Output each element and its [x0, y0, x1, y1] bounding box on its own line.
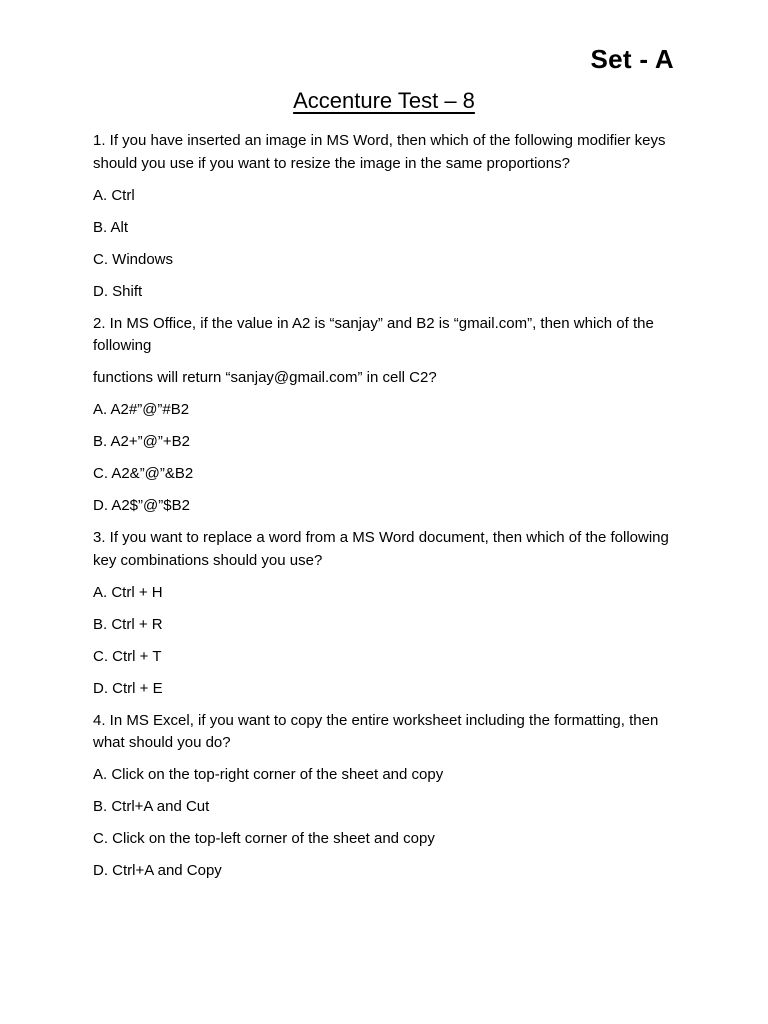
answer-option: B. Ctrl + R	[93, 615, 163, 633]
question-text-continued: functions will return “sanjay@gmail.com” in cell C2?	[93, 369, 437, 386]
answer-option: A. A2#”@”#B2	[93, 401, 190, 418]
answer-option: A. Click on the top-right corner of the sheet and copy	[93, 766, 444, 783]
question-text: 3. If you want to replace a word from a MS Word document, then which of the following key combinations should you use?	[93, 529, 669, 569]
question-text: 1. If you have inserted an image in MS Word, then which of the following modifier keys should you use if you want to resize the image in the same proportions?	[93, 132, 666, 172]
question-2	[93, 313, 683, 518]
question-3	[93, 527, 683, 700]
answer-option: B. A2+”@”+B2	[93, 433, 190, 450]
answer-option: D. Ctrl + E	[93, 679, 163, 697]
answer-option: C. Ctrl + T	[93, 647, 162, 665]
answer-option: B. Alt	[93, 218, 129, 236]
answer-option: D. A2$”@”$B2	[93, 497, 190, 514]
set-label: Set - A	[590, 44, 674, 74]
answer-option: B. Ctrl+A and Cut	[93, 798, 210, 815]
answer-option: C. Windows	[93, 250, 174, 268]
question-text: 4. In MS Excel, if you want to copy the entire worksheet including the formatting, then what should you do?	[93, 711, 659, 751]
answer-option: C. A2&”@”&B2	[93, 465, 194, 482]
question-1	[93, 130, 683, 303]
question-list	[93, 130, 683, 892]
question-4	[93, 710, 683, 883]
page-title: Accenture Test – 8	[293, 88, 475, 113]
answer-option: D. Shift	[93, 282, 143, 300]
answer-option: D. Ctrl+A and Copy	[93, 862, 222, 879]
answer-option: A. Ctrl	[93, 186, 135, 204]
question-text: 2. In MS Office, if the value in A2 is “sanjay” and B2 is “gmail.com”, then which of the following	[93, 314, 654, 354]
answer-option: A. Ctrl + H	[93, 583, 163, 601]
answer-option: C. Click on the top-left corner of the sheet and copy	[93, 830, 435, 847]
